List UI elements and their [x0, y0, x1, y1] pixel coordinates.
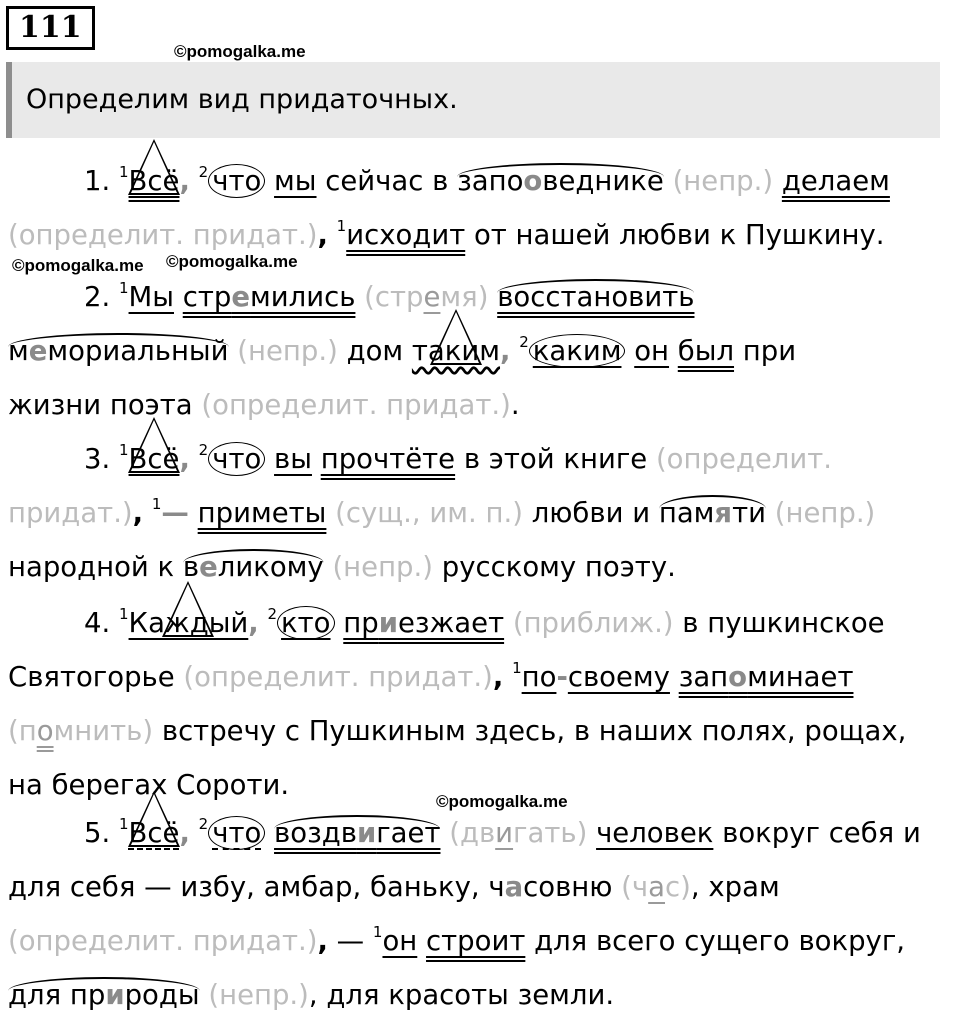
- watermark: ©pomogalka.me: [174, 42, 306, 61]
- watermark: ©pomogalka.me: [12, 256, 144, 275]
- example-2: 2. $^1$Мы стремились (стремя) восстановить мемориальный (непр.) дом таким, $^2$ каким он был при жизни поэта (определит. придат.).: [8, 279, 797, 421]
- intro-box: [6, 62, 940, 138]
- example-1: 1. $^1$Всё, $^2$ что мы сейчас в запооведнике (непр.) делаем (определит. придат.), $^1$исходит от нашей любви к Пушкину.: [8, 163, 890, 251]
- intro-text: Определим вид придаточных.: [26, 84, 458, 115]
- task-number: 111: [6, 6, 95, 50]
- ex1-main-subject: Всё: [128, 165, 180, 197]
- watermark: ©pomogalka.me: [166, 252, 298, 271]
- example-3: 3. $^1$Всё, $^2$ что вы прочтёте в этой книге (определит. придат.), $^1$— приметы (сущ., им. п.) любви и памяти (непр.) народной к великому (непр.) русскому поэту.: [8, 441, 876, 583]
- ex1-conjunction: что: [208, 164, 265, 198]
- watermark: ©pomogalka.me: [436, 792, 568, 811]
- example-5: 5. $^1$Всё, $^2$ что воздвигает (двигать) человек вокруг себя и для себя — избу, амбар, баньку, часовню (час), храм (определит. придат.), — $^1$он строит для всего сущего вокруг, для природы (непр.), для красоты земли.: [8, 815, 921, 1011]
- example-4: 4. $^1$Каждый, $^2$ кто приезжает (приближ.) в пушкинское Святогорье (определит. придат.), $^1$по-своему запоминает (помнить) встречу с Пушкиным здесь, в наших полях, рощах, на берегах Сороти.: [8, 605, 907, 801]
